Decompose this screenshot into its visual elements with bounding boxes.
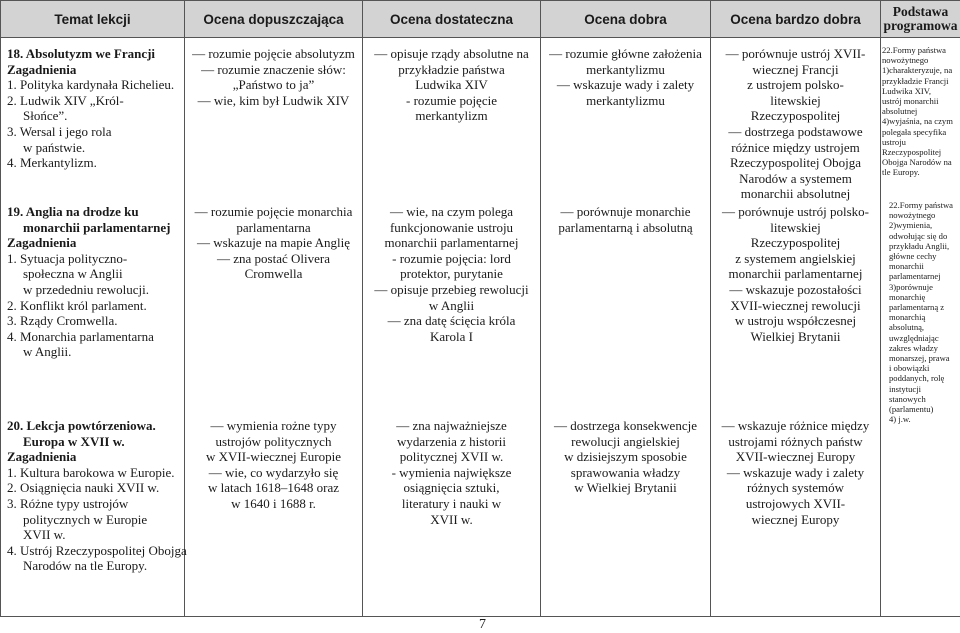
text-line: przykładzie Francji	[882, 75, 949, 86]
text-line: Cromwella	[244, 266, 303, 282]
text-line: 2)wymienia,	[889, 220, 933, 231]
text-line: XVII-wiecznej Europy	[735, 449, 856, 465]
text-line: w 1640 i 1688 r.	[231, 495, 316, 511]
text-line: parlamentarnej	[889, 271, 941, 282]
text-line: zakres władzy	[889, 342, 938, 353]
text-line: absolutnej	[882, 106, 918, 117]
text-line: — wskazuje pozostałości	[729, 281, 862, 297]
text-line: 3)porównuje	[889, 281, 933, 292]
text-line: Zagadnienia	[7, 235, 77, 251]
text-line: 22.Formy państwa	[889, 200, 953, 210]
text-line: parlamentarną z	[889, 302, 945, 313]
header-dobra: Ocena dobra	[541, 1, 711, 38]
text-line: Ludwika XIV,	[882, 85, 932, 96]
podstawa-18	[881, 45, 960, 178]
text-line: 4. Merkantylizm.	[7, 155, 97, 171]
bardzo-dobra-column	[711, 38, 880, 616]
text-line: ustrój monarchii	[882, 96, 939, 107]
text-line: monarchii parlamentarnej	[728, 266, 863, 282]
dopuszczajaca-column	[185, 38, 362, 616]
text-line: wiecznej Francji	[752, 61, 839, 77]
dostateczna-column	[363, 38, 540, 616]
topic-column	[1, 38, 187, 616]
text-line: — rozumie znaczenie słów:	[201, 61, 346, 77]
text-line: 19. Anglia na drodze ku	[7, 204, 139, 219]
text-line: 3. Wersal i jego rola	[7, 123, 112, 139]
text-line: Rzeczypospolitej	[750, 235, 841, 251]
text-line: 18. Absolutyzm we Francji	[7, 46, 156, 61]
header-podstawa: Podstawa programowa	[881, 1, 960, 38]
text-line: monarchię	[889, 291, 926, 302]
text-line: w państwie.	[23, 139, 86, 155]
text-line: 2. Osiągnięcia nauki XVII w.	[7, 480, 160, 496]
text-line: — rozumie pojęcie monarchia	[194, 204, 353, 219]
dopuszczajaca-20	[185, 418, 362, 512]
text-line: główne cechy	[889, 251, 937, 262]
text-line: (parlamentu)	[889, 404, 934, 415]
text-line: Rzeczypospolitej Obojga	[729, 155, 862, 171]
text-line: w ustroju współczesnej	[734, 313, 857, 329]
text-line: — opisuje przebieg rewolucji	[374, 281, 529, 297]
text-line: protektor, purytanie	[400, 266, 503, 282]
text-line: ustrojami różnych państw	[728, 433, 863, 449]
text-line: monarszej, prawa	[889, 353, 950, 364]
text-line: — zna datę ścięcia króla	[387, 313, 516, 329]
text-line: — wskazuje wady i zalety	[726, 464, 865, 480]
text-line: merkantylizmu	[586, 61, 665, 77]
text-line: ustroju	[882, 136, 906, 147]
bardzo-dobra-18	[711, 46, 880, 202]
dopuszczajaca-19	[185, 204, 362, 282]
content-row	[1, 38, 960, 617]
text-line: rewolucji angielskiej	[571, 433, 680, 449]
text-line: — dostrzega konsekwencje	[554, 418, 697, 433]
dostateczna-18	[363, 46, 540, 124]
text-line: politycznej XVII w.	[399, 449, 504, 465]
text-line: merkantylizmu	[586, 92, 665, 108]
dostateczna-19	[363, 204, 540, 344]
text-line: — wie, kim był Ludwik XIV	[197, 92, 350, 108]
text-line: 2. Konflikt król parlament.	[7, 297, 147, 313]
header-dopuszczajaca: Ocena dopuszczająca	[185, 1, 363, 38]
text-line: — porównuje monarchie	[560, 204, 691, 219]
text-line: Zagadnienia	[7, 61, 77, 77]
text-line: nowożytnego	[882, 55, 929, 66]
text-line: sprawowania władzy	[570, 464, 681, 480]
text-line: merkantylizm	[415, 108, 488, 124]
text-line: w Wielkiej Brytanii	[574, 480, 677, 496]
text-line: w XVII-wiecznej Europie	[206, 449, 341, 465]
text-line: — zna najważniejsze	[396, 418, 507, 433]
text-line: wiecznej Europy	[751, 511, 840, 527]
text-line: 3. Różne typy ustrojów	[7, 495, 129, 511]
text-line: z ustrojem polsko-	[747, 77, 844, 93]
text-line: funkcjonowanie ustroju	[389, 219, 514, 235]
text-line: absolutną,	[889, 322, 925, 333]
text-line: przykładzie państwa	[398, 61, 505, 77]
text-line: Zagadnienia	[7, 449, 77, 465]
text-line: - rozumie pojęcie	[406, 92, 497, 108]
text-line: Słońce”.	[23, 108, 68, 124]
text-line: uwzględniając	[889, 332, 939, 343]
text-line: litewskiej	[770, 92, 821, 108]
text-line: odwołując się do	[889, 230, 948, 241]
text-line: 4. Monarchia parlamentarna	[7, 328, 154, 344]
text-line: — wymienia rożne typy	[210, 418, 337, 433]
dobra-19	[541, 204, 710, 235]
text-line: — wie, co wydarzyło się	[208, 464, 339, 480]
text-line: Obojga Narodów na	[882, 157, 952, 168]
podstawa-19	[881, 200, 960, 424]
text-line: w dzisiejszym sposobie	[564, 449, 687, 465]
text-line: 4) j.w.	[889, 414, 911, 425]
text-line: literatury i nauki w	[401, 495, 502, 511]
text-line: różnice między ustrojem	[731, 139, 860, 155]
text-line: — zna postać Olivera	[217, 250, 330, 266]
text-line: 4. Ustrój Rzeczypospolitej Obojga	[7, 542, 187, 558]
text-line: przykładu Anglii,	[889, 240, 950, 251]
text-line: 20. Lekcja powtórzeniowa.	[7, 418, 156, 433]
header-topic: Temat lekcji	[1, 1, 185, 38]
text-line: — wie, na czym polega	[389, 204, 514, 219]
text-line: wydarzenia z historii	[396, 433, 506, 449]
text-line: poddanych, rolę	[889, 373, 945, 384]
text-line: 3. Rządy Cromwella.	[7, 313, 118, 329]
text-line: osiągnięcia sztuki,	[403, 480, 500, 496]
text-line: — dostrzega podstawowe	[728, 123, 863, 139]
page-number: 7	[479, 617, 486, 632]
text-line: i obowiązki	[889, 363, 930, 374]
dostateczna-20	[363, 418, 540, 527]
text-line: 1)charakteryzuje, na	[882, 65, 953, 76]
text-line: 22.Formy państwa	[882, 45, 946, 55]
text-line: w przededniu rewolucji.	[23, 281, 149, 297]
text-line: — rozumie główne założenia	[549, 46, 702, 61]
text-line: 1. Kultura barokowa w Europie.	[7, 464, 175, 480]
text-line: 2. Ludwik XIV „Król-	[7, 92, 124, 108]
text-line: XVII w.	[430, 511, 473, 527]
text-line: stanowych	[889, 393, 926, 404]
text-line: Wielkiej Brytanii	[750, 328, 841, 344]
text-line: — wskazuje na mapie Anglię	[196, 235, 351, 251]
text-line: - rozumie pojęcia: lord	[392, 250, 511, 266]
text-line: — wskazuje wady i zalety	[556, 77, 695, 93]
text-line: „Państwo to ja”	[232, 77, 315, 93]
text-line: Rzeczypospolitej	[882, 147, 942, 158]
topic-19	[1, 204, 184, 360]
text-line: — opisuje rządy absolutne na	[374, 46, 529, 61]
text-line: Ludwika XIV	[415, 77, 488, 93]
text-line: w latach 1618–1648 oraz	[207, 480, 340, 496]
text-line: Europa w XVII w.	[23, 433, 125, 449]
dobra-column	[541, 38, 710, 616]
text-line: instytucji	[889, 383, 921, 394]
dobra-18	[541, 46, 710, 108]
text-line: 1. Polityka kardynała Richelieu.	[7, 77, 175, 93]
dopuszczajaca-18	[185, 46, 362, 108]
header-row	[1, 1, 960, 38]
text-line: polegała specyfika	[882, 126, 947, 137]
topic-18	[1, 46, 184, 171]
header-dostateczna: Ocena dostateczna	[363, 1, 541, 38]
text-line: 1. Sytuacja polityczno-	[7, 250, 128, 266]
text-line: — rozumie pojęcie absolutyzm	[192, 46, 355, 61]
text-line: monarchii parlamentarnej	[23, 219, 171, 235]
text-line: społeczna w Anglii	[23, 266, 123, 282]
text-line: — wskazuje różnice między	[721, 418, 870, 433]
text-line: ustrojów politycznych	[215, 433, 332, 449]
header-bardzo-dobra: Ocena bardzo dobra	[711, 1, 881, 38]
text-line: różnych systemów	[746, 480, 845, 496]
text-line: monarchii parlamentarnej	[384, 235, 519, 251]
text-line: ustrojowych XVII-	[745, 495, 846, 511]
text-line: — porównuje ustrój XVII-	[725, 46, 866, 61]
text-line: XVII w.	[23, 527, 66, 543]
text-line: Rzeczypospolitej	[750, 108, 841, 124]
text-line: nowożytnego	[889, 210, 936, 221]
dobra-20	[541, 418, 710, 496]
podstawa-column	[881, 38, 960, 616]
bardzo-dobra-19	[711, 204, 880, 344]
text-line: tle Europy.	[882, 167, 920, 178]
text-line: monarchii	[889, 261, 924, 272]
text-line: monarchii absolutnej	[740, 186, 851, 202]
text-line: politycznych w Europie	[23, 511, 148, 527]
text-line: parlamentarną i absolutną	[558, 219, 693, 235]
text-line: parlamentarna	[236, 219, 311, 235]
text-line: XVII-wiecznej rewolucji	[730, 297, 861, 313]
text-line: Narodów a systemem	[739, 170, 852, 186]
topic-20	[1, 418, 187, 574]
text-line: z systemem angielskiej	[735, 250, 856, 266]
text-line: monarchią	[889, 312, 926, 323]
text-line: w Anglii	[428, 297, 475, 313]
text-line: — porównuje ustrój polsko-	[722, 204, 869, 219]
bardzo-dobra-20	[711, 418, 880, 527]
text-line: Narodów na tle Europy.	[23, 558, 148, 574]
text-line: 4)wyjaśnia, na czym	[882, 116, 953, 127]
text-line: litewskiej	[770, 219, 821, 235]
text-line: Karola I	[430, 328, 473, 344]
text-line: - wymienia największe	[391, 464, 512, 480]
text-line: w Anglii.	[23, 344, 72, 360]
